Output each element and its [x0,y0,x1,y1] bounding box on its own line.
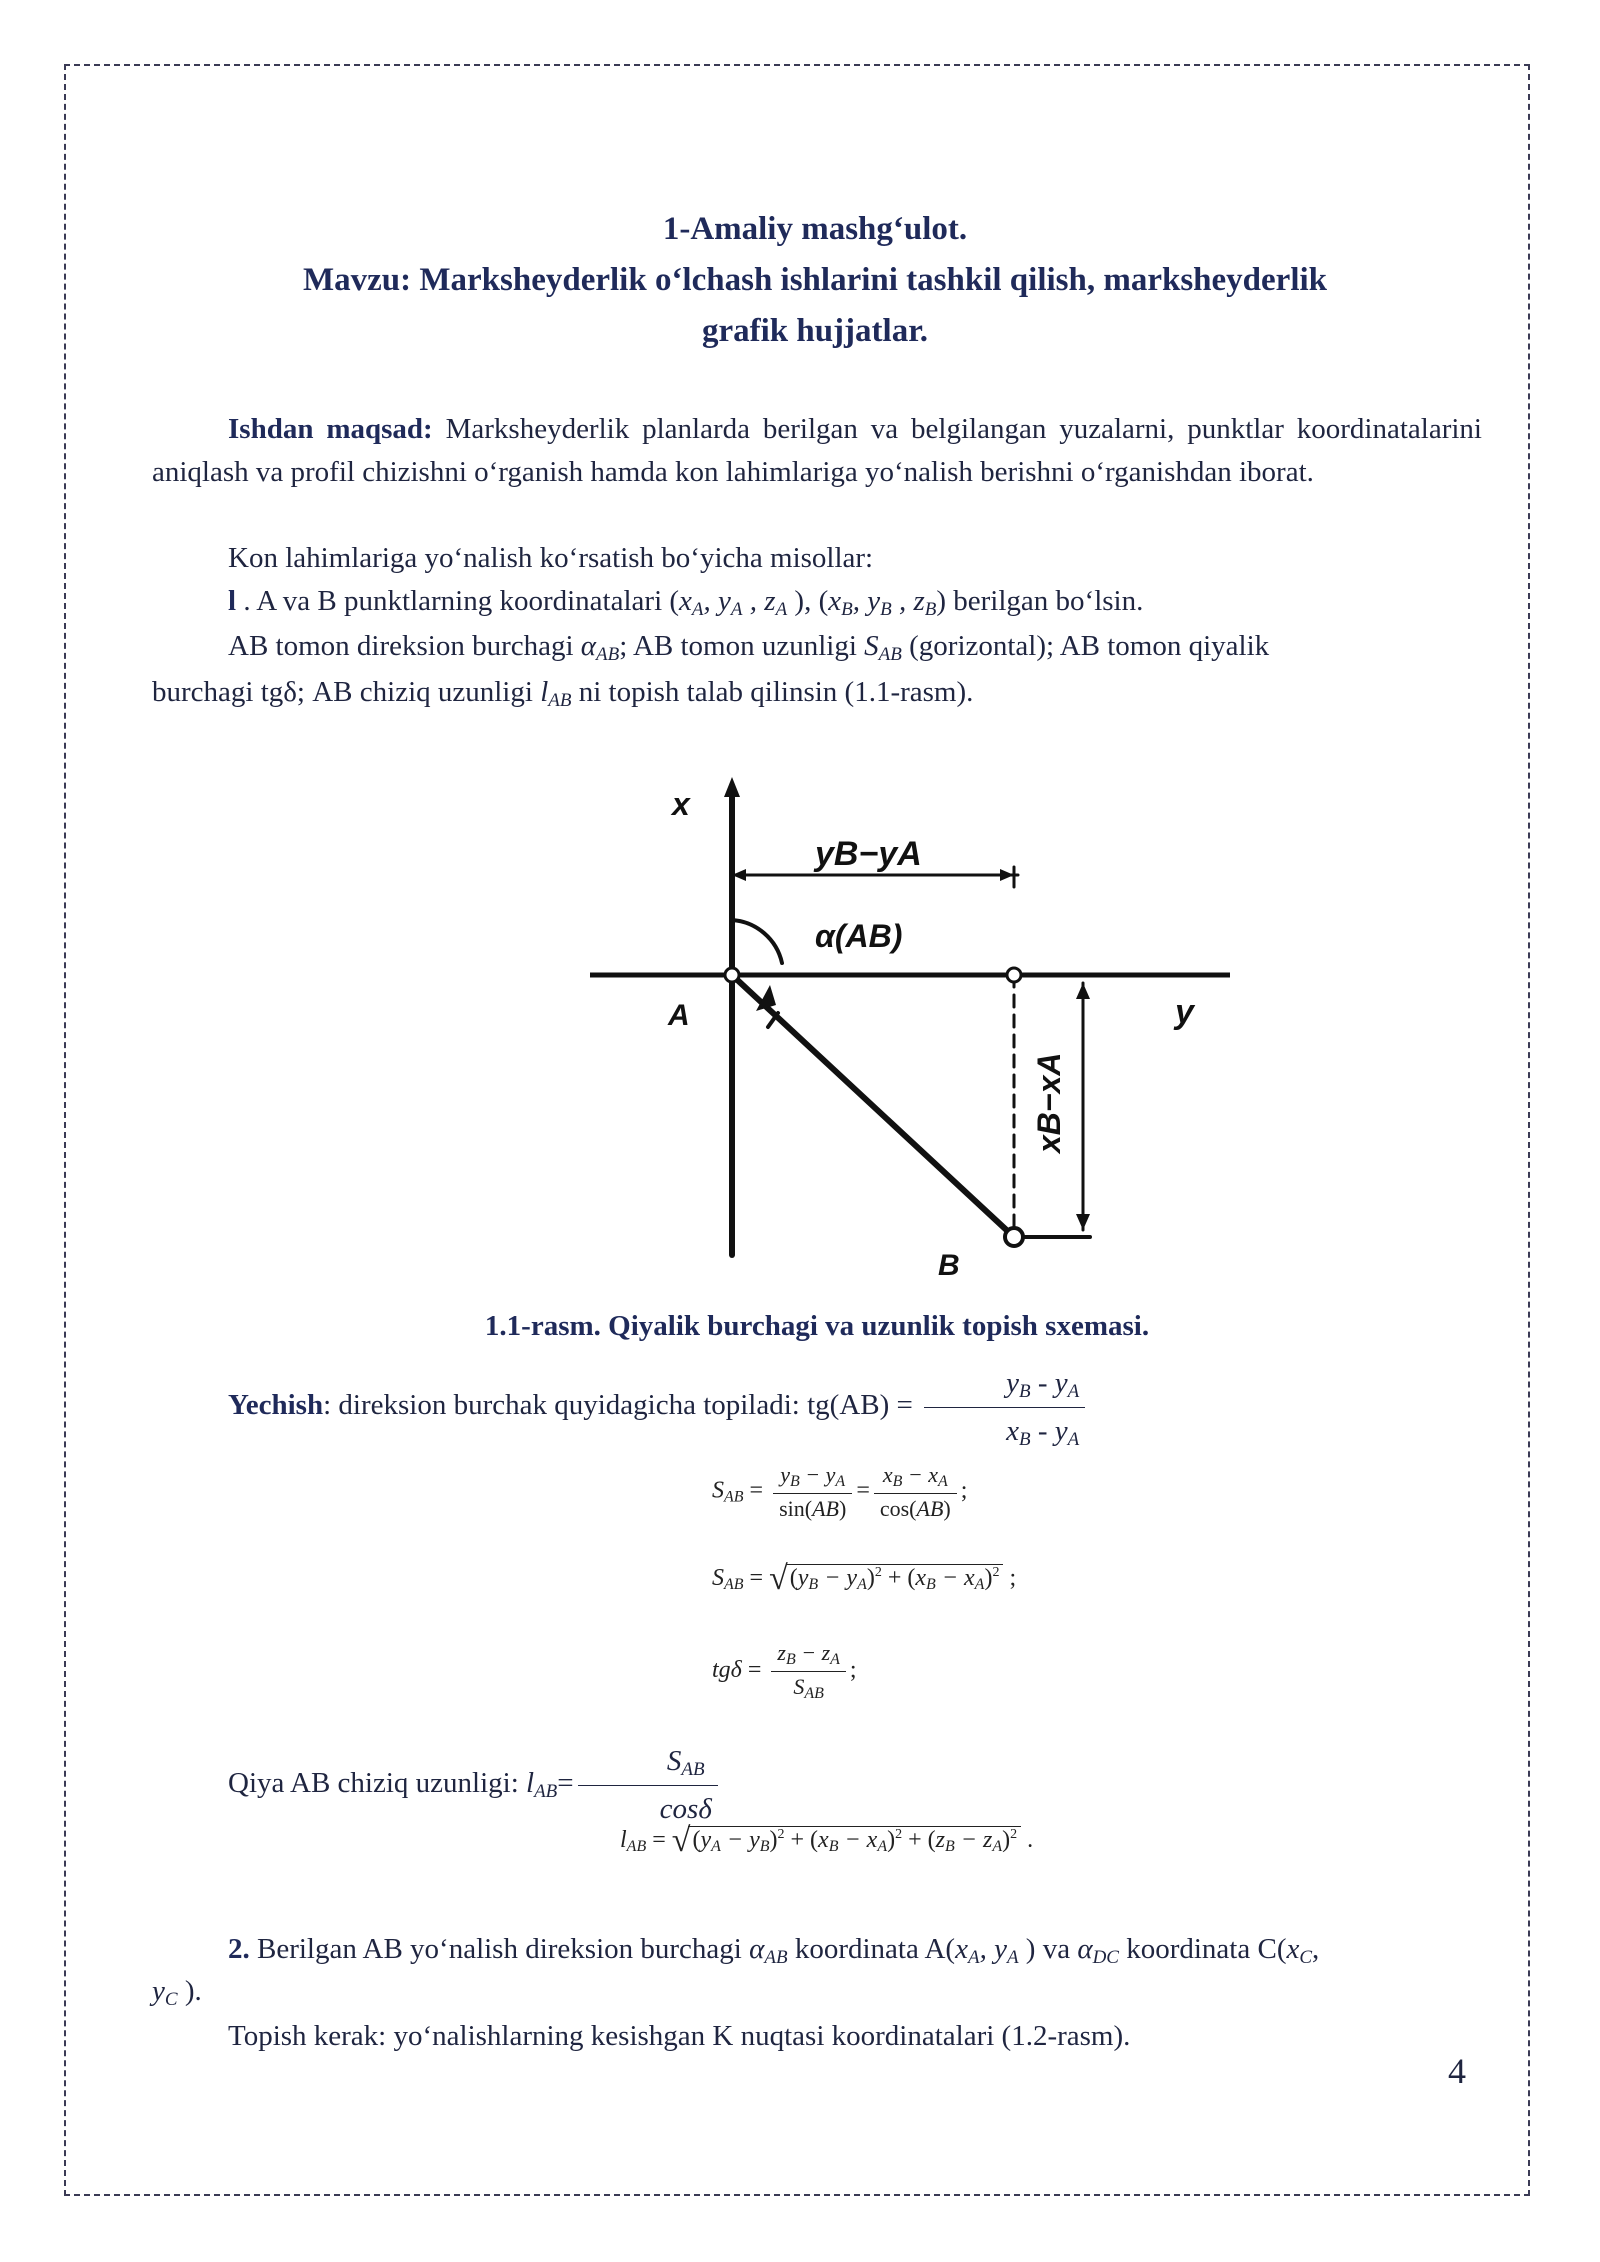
problem1-line3-a: burchagi tgδ; AB chiziq uzunligi [152,676,541,708]
problem1-text-a: . A va B punktlarning koordinatalari ( [236,585,680,617]
x-axis-arrow [724,777,740,797]
problem1-line3-b: ni topish talab qilinsin (1.1-rasm). [571,676,974,708]
problem2-text-a: Berilgan AB yo‘nalish direksion burchagi [249,1933,750,1965]
formula-s-ab-trig: SAB = $\frac{yB - yA}{\sin(AB)}$ = $\frac{xB - xA}{\cos(AB)}$ ; [712,1462,968,1521]
segment-ab [732,975,1014,1237]
angle-arc [732,920,782,963]
goal-text: Marksheyderlik planlarda berilgan va belgilangan yuzalarni, punktlar koordinatalarini aniqlash va profil chizishni o‘rganish hamda kon lahimlariga yo‘nalish berishni o‘rganishdan iborat. [152,413,1482,488]
side-dimension-label: xB−xA [1031,1052,1067,1153]
title-line-2: Mavzu: Marksheyderlik o‘lchash ishlarini tashkil qilish, marksheyderlik [302,262,1328,298]
examples-intro: Kon lahimlariga yo‘nalish ko‘rsatish bo‘yicha misollar: [228,542,874,574]
formula-tg-delta: tgδ = $\frac{zB - zA}{\text{SAB}}$ ; [712,1640,857,1702]
point-intersection-marker [1007,968,1021,982]
incline-line: Qiya AB chiziq uzunligi: $l_{AB}=$ $\frac{S_{AB}}{\cos\delta}$ [152,1740,1482,1831]
point-b-label: B [938,1249,960,1280]
problem2-line1: 2. Berilgan AB yo‘nalish direksion burchagi $\alpha_{AB}$ koordinata $A(x_A$, $y_A$ ) va $\alpha_{DC}$ koordinata $C(x_C$, [228,1933,1320,1968]
problem1-line1: l . A va B punktlarning koordinatalari ($x_A$, $y_A$ , $z_A$ ), ($x_B$, $y_B$ , $z_B$) berilgan bo‘lsin. [228,585,1144,620]
page-number: 4 [1448,2051,1466,2091]
formula-s-ab-sqrt: SAB = √(yB − yA)$^2$ + (xB − xA)$^2$ ; [712,1560,1017,1597]
point-a-marker [725,968,739,982]
point-b-marker [1005,1228,1023,1246]
problem2-text-c: ) va [1025,1933,1078,1965]
problem2-line2: $y_C$ ). [152,1975,202,2010]
problem1-line2-b: ; AB tomon uzunligi [619,630,865,662]
title-line-1: 1-Amaliy mashg‘ulot. [662,211,968,247]
figure-1-1-diagram [590,775,1230,1280]
solution-line: Yechish: direksion burchak quyidagicha topiladi: tg(AB) = $\frac{y_B - y_A}{x_B - y_A}$ [152,1362,1482,1453]
axis-y-label: y [1175,993,1194,1031]
problem2-number: 2. [228,1933,250,1965]
top-dimension-label: yB−yA [815,835,922,873]
problem2-text-d: koordinata C( [1118,1933,1287,1965]
problem2-text-b: koordinata A( [787,1933,956,1965]
goal-label: Ishdan maqsad: [228,413,433,445]
title-line-3: grafik hujjatlar. [701,313,929,349]
solution-text: : direksion burchak quyidagicha topiladi: tg(AB) = [323,1389,921,1422]
problem2-line3: Topish kerak: yo‘nalishlarning kesishgan K nuqtasi koordinatalari (1.2-rasm). [228,2020,1131,2052]
problem1-line2: AB tomon direksion burchagi $\alpha_{AB}$; AB tomon uzunligi $S_{AB}$ (gorizontal); AB tomon qiyalik [228,630,1270,665]
point-a-label: A [668,999,690,1032]
incline-label: Qiya AB chiziq uzunligi: [228,1767,527,1800]
solution-label: Yechish [228,1389,324,1422]
axis-x-label: x [672,786,690,822]
problem1-text-b: ) berilgan bo‘lsin. [936,585,1144,617]
problem1-line2-c: (gorizontal); AB tomon qiyalik [901,630,1270,662]
title-block [150,204,1480,357]
problem1-number: l [228,585,237,617]
angle-label: α(AB) [815,918,903,954]
problem1-line3: burchagi tgδ; AB chiziq uzunligi $l_{AB}$ ni topish talab qilinsin (1.1-rasm). [152,676,974,711]
problem1-line2-a: AB tomon direksion burchagi [228,630,581,662]
goal-paragraph [152,408,1482,494]
formula-l-ab: lAB = √(yA − yB)$^2$ + (xB − xA)$^2$ + (zB − zA)$^2$ . [620,1822,1034,1859]
figure-caption: 1.1-rasm. Qiyalik burchagi va uzunlik topish sxemasi. [484,1310,1150,1342]
